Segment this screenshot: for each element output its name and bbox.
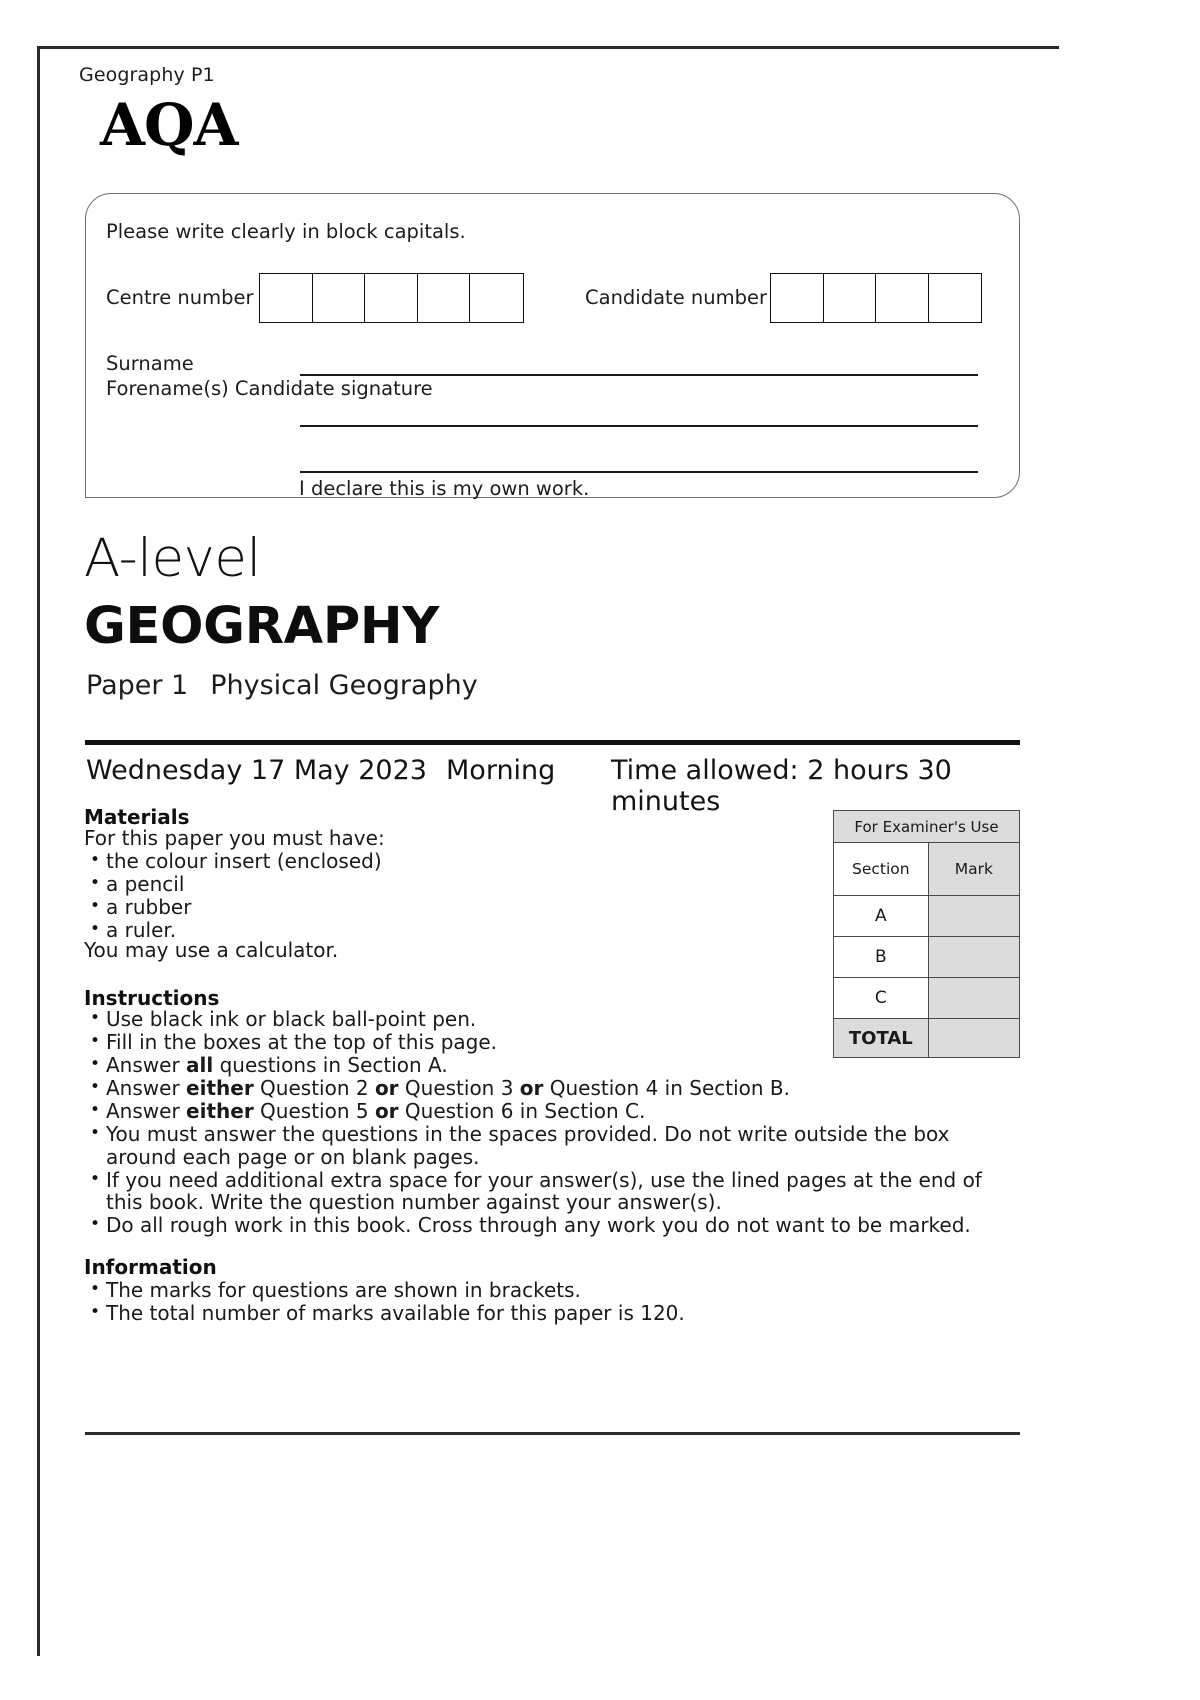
candidate-number-cell[interactable] (824, 274, 877, 322)
table-row (834, 811, 1020, 843)
list-item: • If you need additional extra space for your answer(s), use the lined pages at the end of this book. Write the question number against your answer(s). (106, 1169, 1004, 1214)
list-item: • Answer either Question 2 or Question 3 or Question 4 in Section B. (106, 1077, 1004, 1100)
list-item: • a pencil (106, 873, 784, 896)
list-item: • Use black ink or black ball-point pen. (106, 1008, 1004, 1031)
centre-number-label: Centre number (106, 286, 254, 309)
candidate-number-cell[interactable] (771, 274, 824, 322)
list-item: • Answer either Question 5 or Question 6 in Section C. (106, 1100, 1004, 1123)
table-row (834, 937, 1020, 978)
column-header-mark: Mark (928, 843, 1019, 896)
paper-number: Paper 1 (86, 670, 189, 701)
mark-field-a[interactable] (928, 896, 1019, 937)
section-divider (85, 740, 1020, 745)
exam-meta-row (86, 755, 1021, 817)
exam-session: Morning (446, 755, 556, 786)
surname-label: Surname (106, 352, 194, 375)
block-capitals-instruction: Please write clearly in block capitals. (106, 220, 466, 243)
page-title: GEOGRAPHY (84, 597, 439, 656)
list-item: • You must answer the questions in the spaces provided. Do not write outside the box around each page or on blank pages. (106, 1123, 1004, 1168)
table-row (834, 1019, 1020, 1058)
table-row (834, 978, 1020, 1019)
examiner-table-title: For Examiner's Use (834, 811, 1020, 843)
mark-field-b[interactable] (928, 937, 1019, 978)
calculator-note: You may use a calculator. (84, 938, 339, 962)
materials-list (84, 850, 784, 942)
candidate-number-input[interactable] (770, 273, 982, 323)
candidate-number-cell[interactable] (929, 274, 982, 322)
section-label-a: A (834, 896, 929, 937)
mark-field-total[interactable] (928, 1019, 1019, 1058)
page-border-left (37, 46, 40, 1656)
list-item: • Fill in the boxes at the top of this page. (106, 1031, 1004, 1054)
forename-write-line[interactable] (300, 425, 978, 427)
centre-number-cell[interactable] (313, 274, 366, 322)
section-label-b: B (834, 937, 929, 978)
aqa-logo: AQA (100, 91, 238, 159)
list-item: • The marks for questions are shown in brackets. (106, 1279, 984, 1302)
page-border-bottom (85, 1432, 1020, 1435)
column-header-section (834, 843, 929, 896)
total-label: TOTAL (834, 1019, 929, 1058)
materials-heading: Materials (84, 805, 190, 829)
forename-signature-label: Forename(s) Candidate signature (106, 377, 433, 400)
time-allowed: Time allowed: 2 hours 30 minutes (611, 755, 952, 817)
surname-write-line[interactable] (300, 374, 978, 376)
list-item: • Answer all questions in Section A. (106, 1054, 1004, 1077)
column-header-section-label: Section (852, 860, 910, 878)
candidate-number-label: Candidate number (585, 286, 767, 309)
list-item: • the colour insert (enclosed) (106, 850, 784, 873)
declaration-text: I declare this is my own work. (299, 477, 590, 500)
page-border-top (37, 46, 1059, 49)
centre-number-input[interactable] (259, 273, 524, 323)
paper-subtitle (86, 670, 478, 701)
mark-field-c[interactable] (928, 978, 1019, 1019)
table-row (834, 843, 1020, 896)
qualification-level: A-level (84, 528, 261, 589)
list-item: • Do all rough work in this book. Cross through any work you do not want to be marked. (106, 1214, 1004, 1237)
signature-write-line[interactable] (300, 471, 978, 473)
instructions-heading: Instructions (84, 986, 220, 1010)
centre-number-cell[interactable] (418, 274, 471, 322)
centre-number-cell[interactable] (470, 274, 523, 322)
subject-reference: Geography P1 (79, 64, 215, 86)
list-item: • a ruler. (106, 919, 784, 942)
section-label-c: C (834, 978, 929, 1019)
materials-intro: For this paper you must have: (84, 826, 385, 850)
examiner-use-table (833, 810, 1020, 1058)
table-row (834, 896, 1020, 937)
information-list (84, 1279, 984, 1325)
information-heading: Information (84, 1255, 217, 1279)
paper-name: Physical Geography (210, 670, 478, 701)
exam-date: Wednesday 17 May 2023 (86, 755, 427, 786)
centre-number-cell[interactable] (365, 274, 418, 322)
list-item: • The total number of marks available for this paper is 120. (106, 1302, 984, 1325)
candidate-number-cell[interactable] (876, 274, 929, 322)
list-item: • a rubber (106, 896, 784, 919)
centre-number-cell[interactable] (260, 274, 313, 322)
